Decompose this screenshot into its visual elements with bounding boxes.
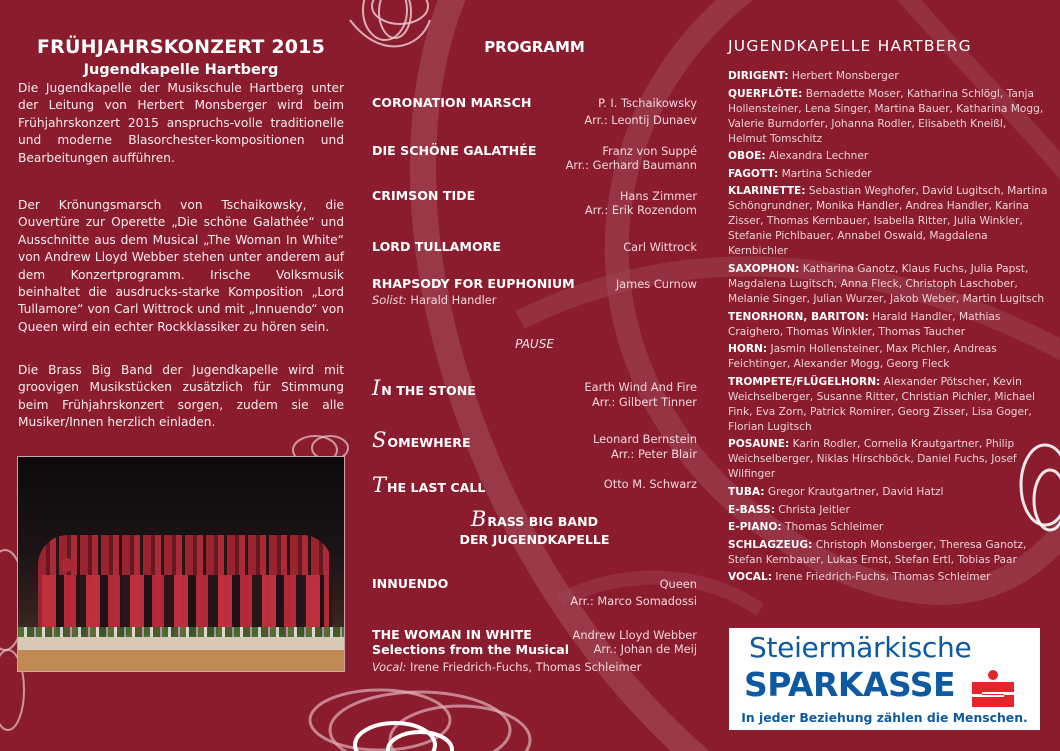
section-role: KLARINETTE: (728, 185, 806, 198)
intro-paragraph-1: Die Jugendkapelle der Musikschule Hartberg unter der Leitung von Herbert Monsberger wird beim Frühjahrskonzert 2015 anspruchs-volle traditionelle und moderne Blasorchester-kompositionen und Bearbeitungen aufführen. (18, 81, 344, 165)
roster-section (728, 342, 1048, 372)
vocal-label: Vocal: (372, 660, 407, 674)
section-role: TUBA: (728, 485, 765, 498)
piece-composer: P. I. Tschaikowsky (598, 96, 697, 110)
piece-composer: Andrew Lloyd Webber (572, 628, 697, 642)
section-names: Harald Handler, Mathias Craighero, Thomas Winkler, Thomas Taucher (728, 310, 1001, 338)
piece-title: CRIMSON TIDE (372, 188, 476, 203)
roster-section (728, 570, 1048, 585)
band-photo (17, 456, 345, 672)
brass-band-line2: DER JUGENDKAPELLE (459, 532, 610, 547)
decorative-initial: B (470, 507, 487, 531)
roster-section (728, 520, 1048, 535)
brass-band-heading (372, 507, 697, 549)
piece-vocalists (372, 660, 641, 674)
piece-title-rest: OMEWHERE (387, 435, 471, 450)
piece-arranger: Arr.: Johan de Meij (593, 642, 697, 656)
section-names: Martina Schieder (778, 167, 872, 180)
piece-composer: Queen (659, 577, 697, 591)
section-role: TROMPETE/FLÜGELHORN: (728, 375, 881, 388)
section-role: POSAUNE: (728, 438, 790, 451)
piece-arranger: Arr.: Gerhard Baumann (565, 158, 697, 172)
soloist-label: Solist: (372, 293, 407, 307)
roster-section (728, 437, 1048, 482)
program-heading: PROGRAMM (484, 38, 585, 56)
roster-section (728, 538, 1048, 568)
section-role: FAGOTT: (728, 167, 779, 180)
piece-arranger: Arr.: Peter Blair (610, 447, 697, 461)
piece-composer: Leonard Bernstein (593, 432, 697, 446)
roster-section (728, 262, 1048, 307)
section-role: OBOE: (728, 150, 766, 163)
piece-title (372, 473, 485, 497)
piece-title (372, 428, 471, 452)
section-role: SAXOPHON: (728, 262, 800, 275)
sparkasse-s-logo-icon (970, 670, 1016, 707)
piece-composer: Otto M. Schwarz (603, 477, 697, 491)
roster-section (728, 375, 1048, 435)
section-names: Herbert Monsberger (788, 70, 899, 82)
concert-title: FRÜHJAHRSKONZERT 2015 (36, 36, 326, 58)
piece-title (372, 376, 476, 400)
piece-arranger: Arr.: Leontij Dunaev (584, 113, 697, 127)
piece-title-rest: N THE STONE (381, 383, 476, 398)
piece-arranger: Arr.: Erik Rozendom (584, 203, 697, 217)
roster-section (728, 184, 1048, 259)
brass-band-line1 (372, 507, 697, 531)
sponsor-tagline: In jeder Beziehung zählen die Menschen. (741, 710, 1028, 725)
section-names: Alexander Pötscher, Kevin Weichselberger, Susanne Ritter, Christian Pichler, Michael Fink, Eva Zorn, Patrick Romirer, Georg Zisser, Lisa Goger, Florian Lugitsch (728, 375, 1035, 433)
piece-title: CORONATION MARSCH (372, 95, 532, 110)
brass-band-line1-rest: RASS BIG BAND (487, 514, 599, 529)
soloist-name: Harald Handler (406, 293, 497, 307)
section-names: Thomas Schleimer (781, 521, 884, 534)
piece-title: LORD TULLAMORE (372, 239, 501, 254)
intro-paragraph-2: Der Krönungsmarsch von Tschaikowsky, die Ouvertüre zur Operette „Die schöne Galathée“ und Ausschnitte aus dem Musical „The Woman In White“ von Andrew Lloyd Webber stehen unter anderem auf dem Konzertprogramm. Irische Volksmusik beinhaltet die ausdrucks-starke Komposition „Lord Tullamore“ von Carl Wittrock und mit „Innuendo“ von Queen wird ein echter Rockklassiker zu hören sein. (18, 198, 344, 334)
photo-stage-floor (18, 637, 344, 671)
piece-title: RHAPSODY FOR EUPHONIUM (372, 276, 575, 291)
sponsor-name-line2: SPARKASSE (744, 665, 956, 704)
roster-section (728, 167, 1048, 182)
piece-soloist (372, 293, 496, 307)
sponsor-banner (729, 628, 1040, 730)
piece-composer: Hans Zimmer (619, 189, 697, 203)
section-names: Irene Friedrich-Fuchs, Thomas Schleimer (771, 571, 991, 584)
section-names: Karin Rodler, Cornelia Krautgartner, Philip Weichselberger, Niklas Hirschböck, Daniel Fuchs, Josef Wilfinger (728, 438, 1017, 481)
section-names: Gregor Krautgartner, David Hatzl (764, 485, 944, 498)
vocal-names: Irene Friedrich-Fuchs, Thomas Schleimer (406, 660, 642, 674)
concert-subtitle: Jugendkapelle Hartberg (83, 62, 279, 78)
section-role: HORN: (728, 343, 768, 356)
piece-title: THE WOMAN IN WHITE (372, 627, 532, 642)
decorative-initial: S (372, 428, 387, 452)
section-role: E-PIANO: (728, 521, 782, 534)
roster-section (728, 485, 1048, 500)
decorative-initial: T (372, 473, 387, 497)
photo-musicians-front (42, 575, 324, 635)
roster-list (728, 69, 1048, 588)
piece-arranger: Arr.: Marco Somadossi (570, 594, 697, 608)
section-role: VOCAL: (728, 571, 772, 584)
section-names: Christoph Monsberger, Theresa Ganotz, Stefan Kernbauer, Lukas Ernst, Stefan Ertl, Tobias Paar (728, 538, 1027, 566)
intro-paragraph-3: Die Brass Big Band der Jugendkapelle wird mit groovigen Musikstücken zusätzlich für Stimmung beim Frühjahrskonzert sorgen, zudem sie alle Musiker/Innen herzlich einladen. (18, 363, 344, 430)
section-role: SCHLAGZEUG: (728, 538, 813, 551)
piece-title-rest: HE LAST CALL (387, 480, 486, 495)
piece-composer: Earth Wind And Fire (584, 380, 697, 394)
section-role: TENORHORN, BARITON: (728, 310, 869, 323)
section-role: E-BASS: (728, 503, 775, 516)
piece-composer: Franz von Suppé (602, 144, 697, 158)
piece-title: INNUENDO (372, 576, 449, 591)
section-names: Jasmin Hollensteiner, Max Pichler, Andreas Feichtinger, Alexander Mogg, Georg Fleck (728, 343, 997, 371)
roster-section (728, 310, 1048, 340)
pause-label: PAUSE (515, 337, 554, 351)
section-role: DIRIGENT: (728, 70, 789, 82)
piece-arranger: Arr.: Gilbert Tinner (591, 395, 697, 409)
piece-composer: James Curnow (615, 277, 697, 291)
section-names: Christa Jeitler (774, 503, 850, 516)
roster-section (728, 69, 1048, 84)
roster-section (728, 503, 1048, 518)
piece-title: DIE SCHÖNE GALATHÉE (372, 143, 537, 158)
section-names: Sebastian Weghofer, David Lugitsch, Martina Schöngrundner, Monika Handler, Andrea Handler, Karina Zisser, Thomas Kernbauer, Isabella Ritter, Julia Winkler, Stefanie Pichlbauer, Annabel Oswald, Magdalena Kernbichler (728, 185, 1048, 258)
band-heading: JUGENDKAPELLE HARTBERG (728, 37, 972, 55)
roster-section (728, 149, 1048, 164)
roster-section (728, 87, 1048, 147)
section-names: Bernadette Moser, Katharina Schlögl, Tanja Hollensteiner, Lena Singer, Martina Bauer, Katharina Mogg, Valerie Burndorfer, Johanna Rodler, Elisabeth Kneißl, Helmut Tomschitz (728, 87, 1044, 145)
piece-subtitle: Selections from the Musical (372, 642, 570, 657)
piece-composer: Carl Wittrock (623, 240, 697, 254)
decorative-initial: I (372, 376, 381, 400)
sponsor-name-line1: Steiermärkische (749, 631, 972, 664)
section-names: Katharina Ganotz, Klaus Fuchs, Julia Papst, Magdalena Lugitsch, Anna Fleck, Christoph Laschober, Melanie Singer, Julian Wurzer, Jakob Weber, Martin Lugitsch (728, 262, 1045, 305)
section-role: QUERFLÖTE: (728, 87, 803, 100)
section-names: Alexandra Lechner (765, 150, 869, 163)
